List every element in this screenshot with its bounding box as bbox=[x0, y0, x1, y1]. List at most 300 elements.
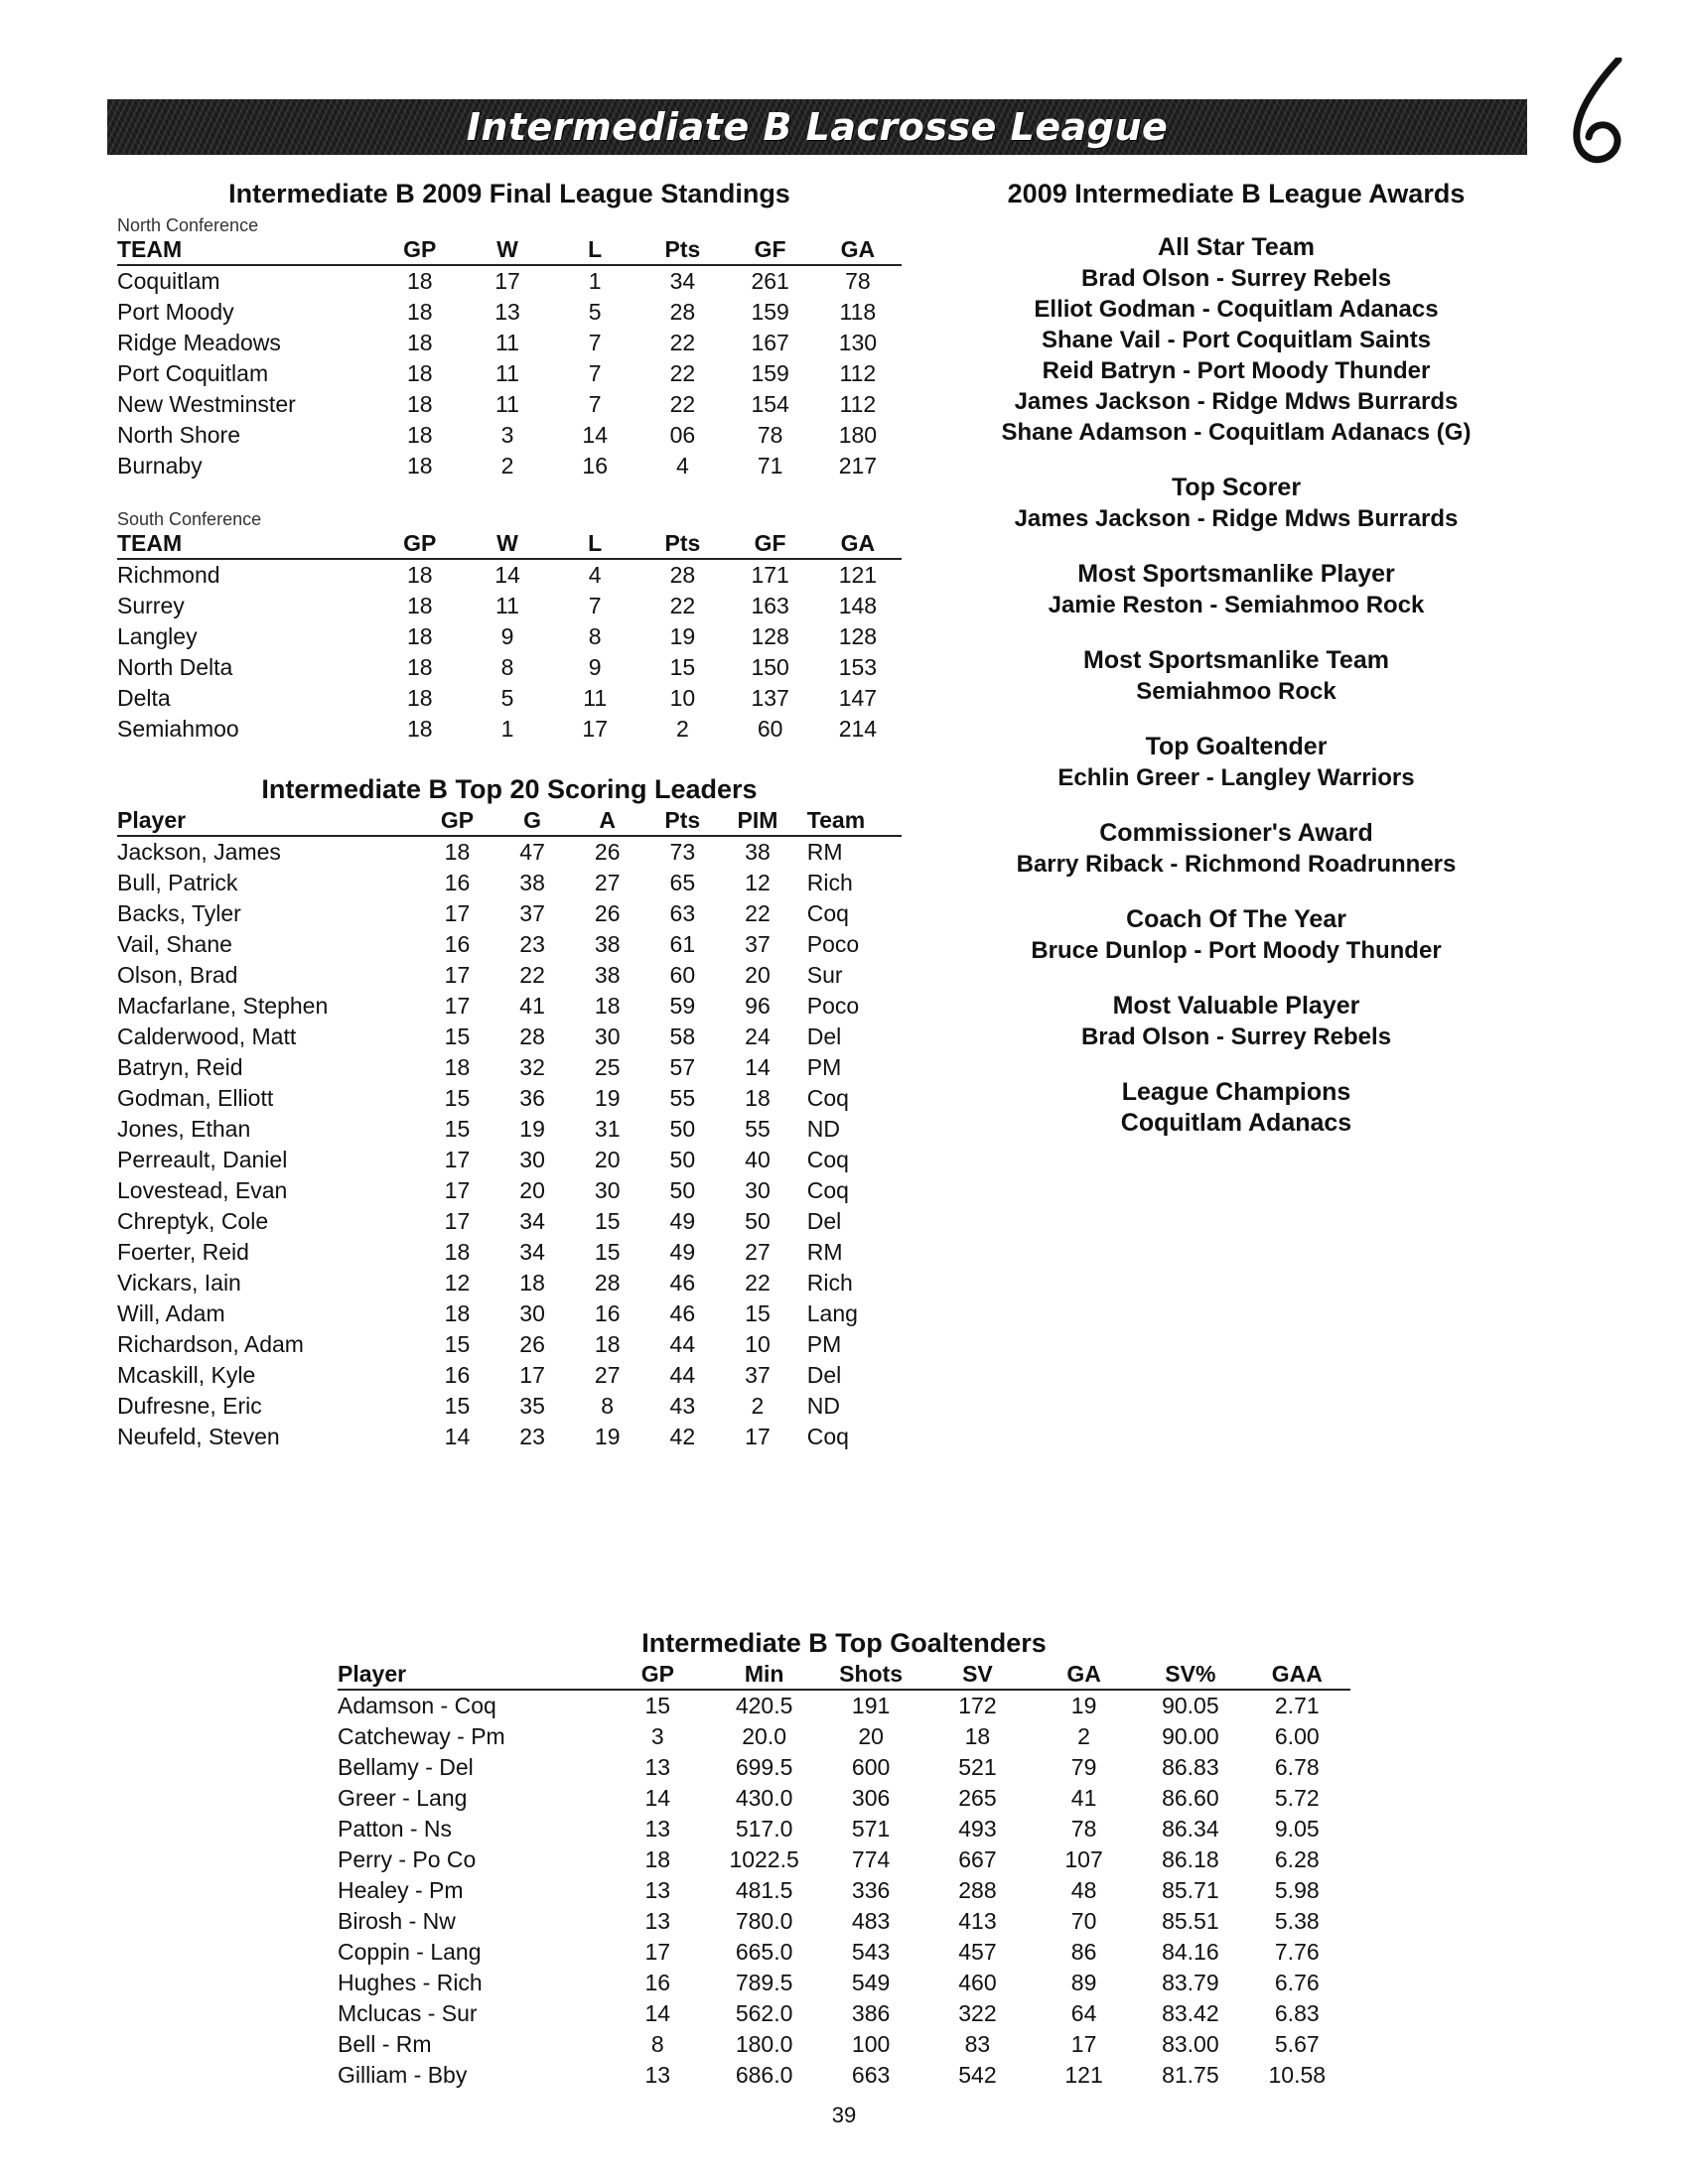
cell-a: 28 bbox=[594, 1270, 621, 1296]
cell-g: 26 bbox=[519, 1331, 545, 1357]
player-name: Olson, Brad bbox=[117, 962, 238, 988]
player-name: Greer - Lang bbox=[338, 1785, 468, 1811]
cell-gp: 18 bbox=[406, 654, 433, 680]
cell-gp: 17 bbox=[444, 1208, 471, 1234]
cell-svpct: 86.60 bbox=[1162, 1785, 1219, 1811]
cell-gp: 13 bbox=[644, 2062, 671, 2088]
cell-min: 481.5 bbox=[735, 1877, 793, 1903]
cell-team: Lang bbox=[806, 1300, 858, 1326]
table-row bbox=[338, 1752, 1350, 1783]
table-row bbox=[338, 2029, 1350, 2060]
cell-ga: 118 bbox=[839, 299, 877, 325]
cell-pts: 28 bbox=[669, 562, 696, 588]
cell-gp: 18 bbox=[406, 716, 433, 742]
cell-w: 3 bbox=[500, 422, 514, 448]
cell-team: RM bbox=[806, 839, 843, 865]
cell-pts: 59 bbox=[669, 993, 696, 1019]
cell-gp: 13 bbox=[644, 1754, 671, 1780]
cell-min: 180.0 bbox=[735, 2031, 793, 2057]
team-name: Ridge Meadows bbox=[117, 330, 281, 355]
cell-gaa: 6.00 bbox=[1274, 1723, 1320, 1749]
cell-w: 11 bbox=[495, 391, 519, 417]
cell-min: 20.0 bbox=[742, 1723, 786, 1749]
cell-gf: 163 bbox=[751, 593, 789, 618]
col-l: L bbox=[551, 236, 638, 265]
award-heading: All Star Team bbox=[1158, 233, 1315, 261]
cell-l: 7 bbox=[588, 391, 602, 417]
cell-pts: 73 bbox=[669, 839, 696, 865]
table-row bbox=[117, 265, 902, 297]
cell-gp: 16 bbox=[444, 1362, 471, 1388]
cell-sv: 18 bbox=[964, 1723, 991, 1749]
cell-gaa: 5.67 bbox=[1274, 2031, 1320, 2057]
awards-column bbox=[938, 179, 1534, 1163]
table-row bbox=[117, 1175, 902, 1206]
award-recipient: Brad Olson - Surrey Rebels bbox=[1080, 265, 1392, 292]
cell-ga: 78 bbox=[1070, 1816, 1097, 1842]
cell-pim: 37 bbox=[745, 931, 771, 957]
award-heading: Most Sportsmanlike Team bbox=[1083, 646, 1389, 674]
cell-gp: 18 bbox=[444, 1239, 471, 1265]
left-column bbox=[117, 179, 902, 1452]
cell-a: 38 bbox=[594, 931, 621, 957]
cell-gaa: 6.28 bbox=[1274, 1846, 1320, 1872]
spacer bbox=[117, 745, 902, 774]
cell-pim: 30 bbox=[745, 1177, 771, 1203]
cell-gp: 15 bbox=[644, 1693, 671, 1718]
cell-gf: 167 bbox=[751, 330, 789, 355]
cell-gf: 78 bbox=[757, 422, 783, 448]
cell-ga: 2 bbox=[1077, 1723, 1090, 1749]
cell-ga: 41 bbox=[1070, 1785, 1097, 1811]
cell-team: Coq bbox=[806, 900, 849, 926]
player-name: Birosh - Nw bbox=[338, 1908, 456, 1934]
table-row bbox=[117, 898, 902, 929]
table-header-row bbox=[117, 236, 902, 265]
cell-w: 13 bbox=[494, 299, 520, 325]
cell-a: 26 bbox=[594, 839, 621, 865]
cell-gp: 18 bbox=[406, 685, 433, 711]
cell-gaa: 10.58 bbox=[1268, 2062, 1327, 2088]
cell-a: 31 bbox=[594, 1116, 621, 1142]
cell-gaa: 6.83 bbox=[1274, 2000, 1320, 2026]
cell-ga: 217 bbox=[838, 453, 878, 478]
cell-gaa: 7.76 bbox=[1274, 1939, 1320, 1965]
cell-gp: 18 bbox=[444, 839, 471, 865]
cell-ga: 121 bbox=[838, 562, 878, 588]
cell-sv: 521 bbox=[958, 1754, 997, 1780]
award-heading: Coach Of The Year bbox=[1126, 905, 1346, 933]
col-player: Player bbox=[338, 1661, 605, 1690]
cell-a: 27 bbox=[594, 1362, 621, 1388]
cell-gp: 14 bbox=[644, 1785, 671, 1811]
spacer bbox=[117, 481, 902, 503]
scoring-leaders-table bbox=[117, 807, 902, 1452]
table-row bbox=[117, 559, 902, 591]
col-shots: Shots bbox=[817, 1661, 923, 1690]
table-row bbox=[117, 591, 902, 621]
cell-svpct: 81.75 bbox=[1162, 2062, 1219, 2088]
award-block-most-sportsmanlike-team bbox=[938, 646, 1534, 707]
cell-gaa: 6.78 bbox=[1274, 1754, 1320, 1780]
cell-pts: 49 bbox=[669, 1239, 696, 1265]
cell-pts: 06 bbox=[669, 422, 696, 448]
table-row bbox=[117, 991, 902, 1022]
player-name: Catcheway - Pm bbox=[338, 1723, 505, 1749]
cell-gaa: 6.76 bbox=[1274, 1970, 1320, 1995]
cell-ga: 214 bbox=[838, 716, 878, 742]
cell-gp: 16 bbox=[444, 870, 471, 895]
cell-min: 562.0 bbox=[735, 2000, 793, 2026]
cell-g: 37 bbox=[519, 900, 545, 926]
table-row bbox=[117, 683, 902, 714]
award-block-all-star-team bbox=[938, 233, 1534, 448]
cell-shots: 774 bbox=[851, 1846, 891, 1872]
cell-g: 38 bbox=[519, 870, 545, 895]
cell-g: 35 bbox=[519, 1393, 545, 1419]
player-name: Gilliam - Bby bbox=[338, 2062, 468, 2088]
team-name: Port Coquitlam bbox=[117, 360, 269, 386]
table-row bbox=[338, 1968, 1350, 1998]
cell-sv: 265 bbox=[958, 1785, 997, 1811]
cell-gp: 15 bbox=[444, 1085, 471, 1111]
cell-pts: 46 bbox=[669, 1300, 696, 1326]
table-row bbox=[117, 420, 902, 451]
cell-ga: 64 bbox=[1070, 2000, 1097, 2026]
scoring-leaders-title: Intermediate B Top 20 Scoring Leaders bbox=[261, 774, 758, 804]
cell-g: 34 bbox=[519, 1239, 545, 1265]
team-name: Burnaby bbox=[117, 453, 203, 478]
player-name: Foerter, Reid bbox=[117, 1239, 249, 1265]
cell-g: 30 bbox=[519, 1300, 545, 1326]
cell-gp: 14 bbox=[644, 2000, 671, 2026]
cell-team: Coq bbox=[806, 1147, 849, 1172]
cell-gf: 261 bbox=[751, 268, 789, 294]
cell-shots: 483 bbox=[851, 1908, 891, 1934]
cell-g: 32 bbox=[519, 1054, 545, 1080]
player-name: Mclucas - Sur bbox=[338, 2000, 478, 2026]
cell-team: Rich bbox=[806, 870, 853, 895]
cell-pts: 15 bbox=[669, 654, 696, 680]
team-name: Delta bbox=[117, 685, 171, 711]
cell-ga: 79 bbox=[1070, 1754, 1097, 1780]
cell-a: 18 bbox=[594, 1331, 621, 1357]
cell-team: ND bbox=[806, 1116, 840, 1142]
player-name: Adamson - Coq bbox=[338, 1693, 496, 1718]
cell-g: 17 bbox=[519, 1362, 545, 1388]
cell-ga: 148 bbox=[838, 593, 878, 618]
award-heading: Commissioner's Award bbox=[1099, 819, 1373, 847]
award-heading: Most Sportsmanlike Player bbox=[1077, 560, 1395, 588]
cell-gaa: 9.05 bbox=[1274, 1816, 1320, 1842]
masthead-title: Intermediate B Lacrosse League bbox=[466, 105, 1169, 149]
col-ga: GA bbox=[814, 236, 902, 265]
cell-sv: 457 bbox=[958, 1939, 997, 1965]
cell-ga: 19 bbox=[1070, 1693, 1097, 1718]
cell-gp: 17 bbox=[444, 900, 471, 926]
team-name: Langley bbox=[117, 623, 198, 649]
cell-a: 19 bbox=[594, 1424, 621, 1449]
cell-gp: 18 bbox=[406, 330, 433, 355]
cell-l: 11 bbox=[583, 685, 608, 711]
cell-ga: 147 bbox=[838, 685, 878, 711]
cell-gaa: 5.38 bbox=[1274, 1908, 1320, 1934]
awards-title: 2009 Intermediate B League Awards bbox=[1007, 179, 1466, 208]
cell-gp: 18 bbox=[444, 1300, 471, 1326]
player-name: Macfarlane, Stephen bbox=[117, 993, 329, 1019]
award-recipient: Coquitlam Adanacs bbox=[1120, 1109, 1352, 1137]
cell-gp: 18 bbox=[644, 1846, 671, 1872]
col-svpct: SV% bbox=[1137, 1661, 1243, 1690]
cell-g: 34 bbox=[519, 1208, 545, 1234]
cell-ga: 121 bbox=[1064, 2062, 1103, 2088]
award-block-top-goaltender bbox=[938, 733, 1534, 793]
team-name: Coquitlam bbox=[117, 268, 220, 294]
player-name: Jackson, James bbox=[117, 839, 281, 865]
cell-w: 17 bbox=[494, 268, 520, 294]
cell-shots: 549 bbox=[851, 1970, 891, 1995]
player-name: Neufeld, Steven bbox=[117, 1424, 280, 1449]
cell-pim: 50 bbox=[745, 1208, 771, 1234]
cell-team: Coq bbox=[806, 1085, 849, 1111]
cell-sv: 288 bbox=[958, 1877, 997, 1903]
spacer bbox=[938, 211, 1534, 233]
cell-g: 19 bbox=[519, 1116, 545, 1142]
table-row bbox=[338, 1690, 1350, 1721]
cell-w: 11 bbox=[495, 360, 519, 386]
col-a: A bbox=[570, 807, 645, 836]
cell-svpct: 84.16 bbox=[1162, 1939, 1219, 1965]
cell-gp: 18 bbox=[406, 453, 433, 478]
cell-a: 25 bbox=[594, 1054, 621, 1080]
cell-gf: 150 bbox=[751, 654, 789, 680]
cell-w: 14 bbox=[494, 562, 520, 588]
cell-l: 9 bbox=[588, 654, 602, 680]
cell-gp: 17 bbox=[444, 993, 471, 1019]
masthead-banner bbox=[107, 99, 1527, 155]
col-team: TEAM bbox=[117, 236, 376, 265]
cell-svpct: 85.71 bbox=[1162, 1877, 1219, 1903]
award-heading: Top Scorer bbox=[1171, 474, 1302, 501]
cell-gp: 16 bbox=[644, 1970, 671, 1995]
cell-team: Poco bbox=[806, 993, 860, 1019]
table-row bbox=[117, 297, 902, 328]
col-pts: Pts bbox=[638, 530, 726, 559]
cell-gaa: 5.72 bbox=[1274, 1785, 1320, 1811]
team-name: New Westminster bbox=[117, 391, 296, 417]
cell-pim: 40 bbox=[745, 1147, 771, 1172]
col-gp: GP bbox=[420, 807, 495, 836]
player-name: Vail, Shane bbox=[117, 931, 232, 957]
south-standings-table bbox=[117, 530, 902, 745]
award-heading: Top Goaltender bbox=[1145, 733, 1328, 760]
cell-w: 9 bbox=[500, 623, 514, 649]
cell-pts: 22 bbox=[669, 330, 696, 355]
cell-gp: 16 bbox=[444, 931, 471, 957]
cell-g: 23 bbox=[519, 931, 545, 957]
cell-sv: 322 bbox=[958, 2000, 997, 2026]
cell-gf: 60 bbox=[757, 716, 783, 742]
goaltenders-section bbox=[338, 1628, 1350, 2091]
table-row bbox=[117, 1206, 902, 1237]
cell-a: 26 bbox=[594, 900, 621, 926]
cell-shots: 306 bbox=[851, 1785, 891, 1811]
cell-shots: 100 bbox=[851, 2031, 891, 2057]
cell-a: 38 bbox=[594, 962, 621, 988]
cell-g: 47 bbox=[519, 839, 545, 865]
cell-min: 686.0 bbox=[735, 2062, 793, 2088]
cell-shots: 386 bbox=[851, 2000, 891, 2026]
player-name: Jones, Ethan bbox=[117, 1116, 251, 1142]
table-row bbox=[338, 1906, 1350, 1937]
team-name: North Delta bbox=[117, 654, 233, 680]
cell-gp: 13 bbox=[644, 1908, 671, 1934]
player-name: Perry - Po Co bbox=[338, 1846, 477, 1872]
cell-g: 22 bbox=[519, 962, 545, 988]
player-name: Godman, Elliott bbox=[117, 1085, 274, 1111]
cell-sv: 460 bbox=[958, 1970, 997, 1995]
col-w: W bbox=[464, 530, 551, 559]
table-row bbox=[117, 652, 902, 683]
cell-pim: 22 bbox=[745, 1270, 771, 1296]
table-row bbox=[117, 1329, 902, 1360]
cell-team: ND bbox=[806, 1393, 840, 1419]
table-row bbox=[117, 1298, 902, 1329]
cell-pts: 46 bbox=[669, 1270, 696, 1296]
player-name: Mcaskill, Kyle bbox=[117, 1362, 256, 1388]
north-conference-label: North Conference bbox=[117, 215, 259, 235]
cell-shots: 600 bbox=[851, 1754, 891, 1780]
cell-pts: 49 bbox=[669, 1208, 696, 1234]
table-row bbox=[117, 451, 902, 481]
cell-l: 8 bbox=[588, 623, 602, 649]
player-name: Patton - Ns bbox=[338, 1816, 453, 1842]
player-name: Vickars, Iain bbox=[117, 1270, 241, 1296]
cell-pts: 63 bbox=[669, 900, 696, 926]
cell-team: PM bbox=[806, 1054, 842, 1080]
col-gp: GP bbox=[605, 1661, 711, 1690]
cell-gf: 71 bbox=[757, 453, 783, 478]
cell-ga: 78 bbox=[845, 268, 871, 294]
table-row bbox=[117, 1083, 902, 1114]
award-block-commissioners-award bbox=[938, 819, 1534, 880]
cell-shots: 663 bbox=[851, 2062, 891, 2088]
col-gf: GF bbox=[727, 236, 814, 265]
award-block-league-champions bbox=[938, 1078, 1534, 1138]
award-recipient: Semiahmoo Rock bbox=[1136, 678, 1336, 705]
cell-svpct: 83.79 bbox=[1162, 1970, 1219, 1995]
cell-gp: 18 bbox=[406, 268, 433, 294]
cell-pim: 18 bbox=[745, 1085, 771, 1111]
cell-gp: 8 bbox=[650, 2031, 664, 2057]
col-player: Player bbox=[117, 807, 420, 836]
cell-ga: 128 bbox=[838, 623, 878, 649]
cell-pim: 38 bbox=[745, 839, 771, 865]
cell-pim: 24 bbox=[745, 1024, 771, 1049]
cell-svpct: 90.00 bbox=[1162, 1723, 1219, 1749]
award-block-coach-of-the-year bbox=[938, 905, 1534, 966]
table-row bbox=[117, 358, 902, 389]
cell-pts: 34 bbox=[669, 268, 696, 294]
cell-min: 789.5 bbox=[735, 1970, 793, 1995]
player-name: Batryn, Reid bbox=[117, 1054, 243, 1080]
cell-svpct: 90.05 bbox=[1162, 1693, 1219, 1718]
cell-gp: 13 bbox=[644, 1816, 671, 1842]
player-name: Bellamy - Del bbox=[338, 1754, 474, 1780]
col-g: G bbox=[494, 807, 570, 836]
cell-gp: 18 bbox=[406, 360, 433, 386]
cell-pim: 37 bbox=[745, 1362, 771, 1388]
cell-pim: 10 bbox=[745, 1331, 771, 1357]
cell-ga: 17 bbox=[1070, 2031, 1097, 2057]
cell-l: 7 bbox=[588, 360, 602, 386]
cell-w: 11 bbox=[495, 593, 519, 618]
cell-pts: 19 bbox=[669, 623, 696, 649]
cell-pim: 27 bbox=[745, 1239, 771, 1265]
cell-gp: 18 bbox=[406, 391, 433, 417]
cell-ga: 153 bbox=[838, 654, 878, 680]
cell-min: 665.0 bbox=[735, 1939, 793, 1965]
cell-gp: 17 bbox=[444, 1147, 471, 1172]
cell-pim: 20 bbox=[745, 962, 771, 988]
team-name: Surrey bbox=[117, 593, 185, 618]
cell-a: 16 bbox=[594, 1300, 621, 1326]
cell-sv: 493 bbox=[958, 1816, 997, 1842]
cell-pts: 22 bbox=[669, 593, 696, 618]
cell-pim: 12 bbox=[745, 870, 771, 895]
cell-l: 7 bbox=[588, 593, 602, 618]
cell-l: 14 bbox=[582, 422, 608, 448]
team-name: Richmond bbox=[117, 562, 220, 588]
cell-svpct: 86.18 bbox=[1162, 1846, 1219, 1872]
cell-gp: 13 bbox=[644, 1877, 671, 1903]
cell-gp: 18 bbox=[406, 623, 433, 649]
cell-pim: 15 bbox=[745, 1300, 771, 1326]
cell-gp: 14 bbox=[444, 1424, 471, 1449]
player-name: Hughes - Rich bbox=[338, 1970, 483, 1995]
cell-shots: 336 bbox=[851, 1877, 891, 1903]
north-standings-table bbox=[117, 236, 902, 481]
table-row bbox=[117, 836, 902, 868]
table-row bbox=[117, 1391, 902, 1422]
table-row bbox=[117, 1114, 902, 1145]
cell-gp: 17 bbox=[444, 962, 471, 988]
table-row bbox=[338, 1783, 1350, 1814]
award-recipient: Elliot Godman - Coquitlam Adanacs bbox=[1034, 296, 1439, 323]
cell-a: 30 bbox=[594, 1024, 621, 1049]
cell-gf: 171 bbox=[751, 562, 789, 588]
table-row bbox=[117, 1422, 902, 1452]
goaltenders-table bbox=[338, 1661, 1350, 2091]
cell-team: Rich bbox=[806, 1270, 853, 1296]
cell-a: 15 bbox=[594, 1208, 621, 1234]
table-row bbox=[117, 1145, 902, 1175]
cell-team: PM bbox=[806, 1331, 842, 1357]
col-pts: Pts bbox=[645, 807, 721, 836]
cell-pts: 4 bbox=[676, 453, 689, 478]
cell-pts: 2 bbox=[676, 716, 689, 742]
cell-a: 15 bbox=[594, 1239, 621, 1265]
cell-ga: 107 bbox=[1064, 1846, 1103, 1872]
cell-l: 7 bbox=[588, 330, 602, 355]
cell-gf: 128 bbox=[751, 623, 789, 649]
cell-g: 41 bbox=[519, 993, 545, 1019]
table-row bbox=[117, 1360, 902, 1391]
table-row bbox=[117, 1237, 902, 1268]
cell-gp: 15 bbox=[444, 1116, 471, 1142]
player-name: Coppin - Lang bbox=[338, 1939, 482, 1965]
table-row bbox=[117, 960, 902, 991]
